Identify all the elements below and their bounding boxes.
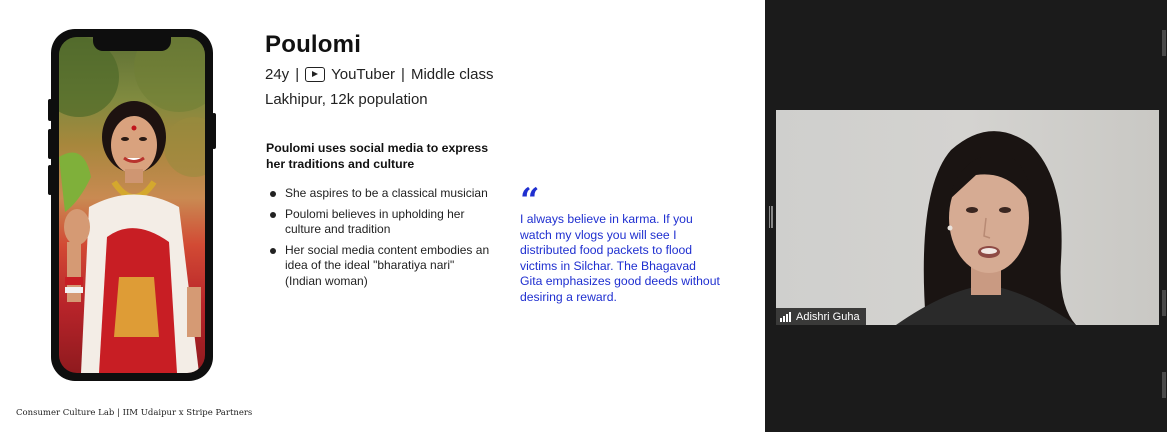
- persona-name: Poulomi: [265, 31, 362, 58]
- separator: |: [401, 66, 405, 83]
- persona-role: YouTuber: [331, 66, 396, 83]
- scroll-indicator: [1162, 372, 1166, 398]
- separator: |: [295, 66, 300, 83]
- bullet-icon: [270, 191, 276, 197]
- bullet-icon: [270, 212, 276, 218]
- persona-quote: I always believe in karma. If you watch my vlogs you will see I distributed food packets to flood victims in Silchar. The Bhagavad Gita emphasizes good deeds without desiring a reward.: [520, 212, 720, 304]
- phone-mockup: [51, 29, 213, 381]
- persona-age: 24y: [265, 66, 290, 83]
- quote-icon: “: [520, 181, 540, 221]
- participant-name: Adishri Guha: [796, 310, 860, 323]
- persona-meta: [265, 66, 493, 83]
- youtube-icon: [305, 67, 325, 82]
- scroll-indicator: [1162, 290, 1166, 316]
- persona-location: Lakhipur, 12k population: [265, 91, 428, 108]
- persona-class: Middle class: [410, 66, 494, 83]
- list-item: Poulomi believes in upholding her culture and tradition: [268, 207, 493, 238]
- persona-photo: [59, 37, 205, 373]
- participant-video-tile[interactable]: [776, 110, 1159, 325]
- panel-resize-handle[interactable]: [769, 206, 773, 228]
- list-item: She aspires to be a classical musician: [268, 186, 493, 202]
- bullet-icon: [270, 248, 276, 254]
- list-item: Her social media content embodies an idea of the ideal "bharatiya nari" (Indian woman): [268, 243, 493, 290]
- persona-summary: Poulomi uses social media to express her traditions and culture: [266, 141, 489, 171]
- participant-name-tag: [776, 308, 866, 325]
- bullet-list: [268, 186, 493, 294]
- slide-footer: Consumer Culture Lab | IIM Udaipur x Stripe Partners: [16, 408, 253, 418]
- participant-video: [776, 110, 1159, 325]
- scroll-indicator: [1162, 30, 1166, 56]
- signal-strength-icon: [780, 312, 791, 322]
